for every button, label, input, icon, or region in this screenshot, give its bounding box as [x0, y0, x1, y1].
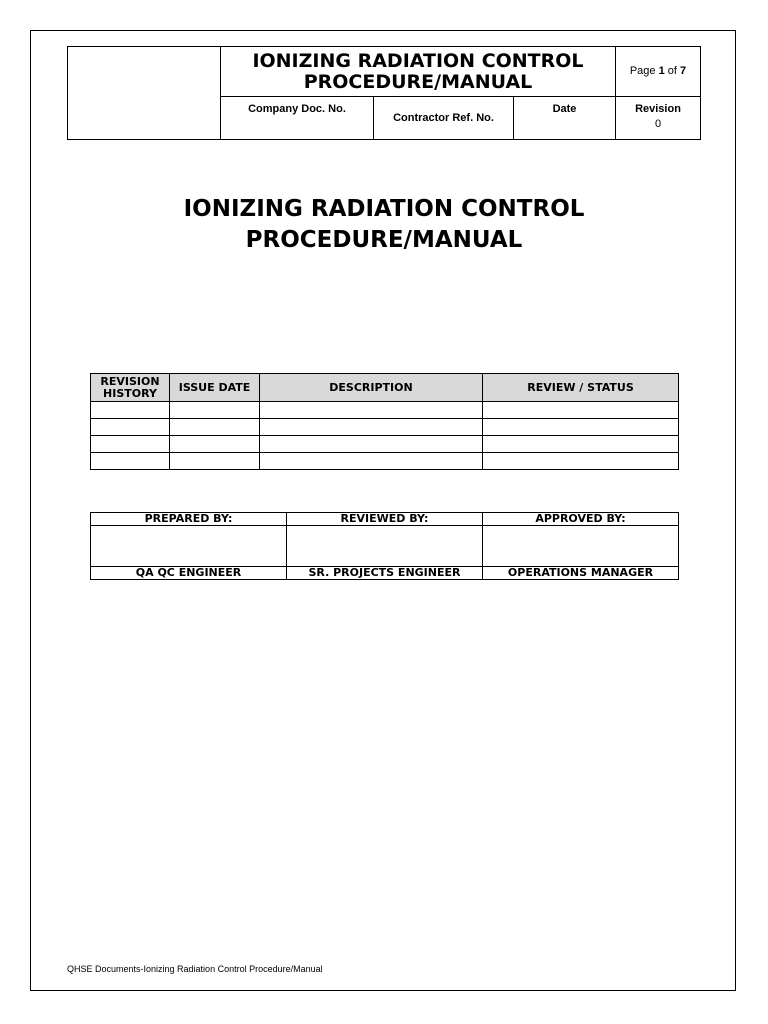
- revision-value: 0: [654, 118, 662, 130]
- prepared-by-role: QA QC ENGINEER: [91, 567, 287, 580]
- table-cell: [91, 436, 170, 453]
- table-cell: [260, 402, 483, 419]
- table-cell: [170, 419, 260, 436]
- prepared-by-signature: [91, 526, 287, 567]
- table-cell: [260, 419, 483, 436]
- prepared-by-label: PREPARED BY:: [91, 513, 287, 526]
- table-cell: [483, 402, 679, 419]
- table-cell: [91, 402, 170, 419]
- approved-by-label: APPROVED BY:: [483, 513, 679, 526]
- page-title: IONIZING RADIATION CONTROL PROCEDURE/MANUAL: [183, 196, 585, 253]
- revision-label: Revision: [635, 103, 681, 115]
- table-cell: [483, 453, 679, 470]
- signature-table: [90, 512, 679, 580]
- table-row: [91, 453, 679, 470]
- company-doc-label: Company Doc. No.: [221, 97, 374, 140]
- table-cell: [91, 419, 170, 436]
- col-description: DESCRIPTION: [260, 374, 483, 402]
- table-row: [91, 419, 679, 436]
- col-review-status: REVIEW / STATUS: [483, 374, 679, 402]
- revision-cell: [616, 97, 701, 140]
- page-border: [30, 30, 736, 991]
- table-cell: [170, 436, 260, 453]
- document-header: [67, 46, 701, 140]
- contractor-ref-label: Contractor Ref. No.: [374, 97, 514, 140]
- table-cell: [170, 453, 260, 470]
- page-total: 7: [680, 65, 687, 77]
- reviewed-by-role: SR. PROJECTS ENGINEER: [287, 567, 483, 580]
- table-cell: [91, 453, 170, 470]
- page-footer: QHSE Documents-Ionizing Radiation Control Procedure/Manual: [67, 964, 323, 974]
- col-revision-history: REVISION HISTORY: [91, 374, 170, 402]
- date-label: Date: [514, 97, 616, 140]
- revision-table: [90, 373, 679, 470]
- table-row: [91, 402, 679, 419]
- page-number: [616, 47, 701, 97]
- reviewed-by-label: REVIEWED BY:: [287, 513, 483, 526]
- logo-cell: [68, 47, 221, 140]
- table-cell: [260, 453, 483, 470]
- table-cell: [170, 402, 260, 419]
- col-issue-date: ISSUE DATE: [170, 374, 260, 402]
- approved-by-role: OPERATIONS MANAGER: [483, 567, 679, 580]
- table-cell: [483, 419, 679, 436]
- header-title: IONIZING RADIATION CONTROL PROCEDURE/MANUAL: [221, 47, 616, 97]
- table-cell: [260, 436, 483, 453]
- page-current: 1: [658, 65, 665, 77]
- page-of: of: [667, 65, 677, 77]
- table-row: [91, 436, 679, 453]
- reviewed-by-signature: [287, 526, 483, 567]
- table-cell: [483, 436, 679, 453]
- page-prefix: Page: [629, 65, 656, 77]
- approved-by-signature: [483, 526, 679, 567]
